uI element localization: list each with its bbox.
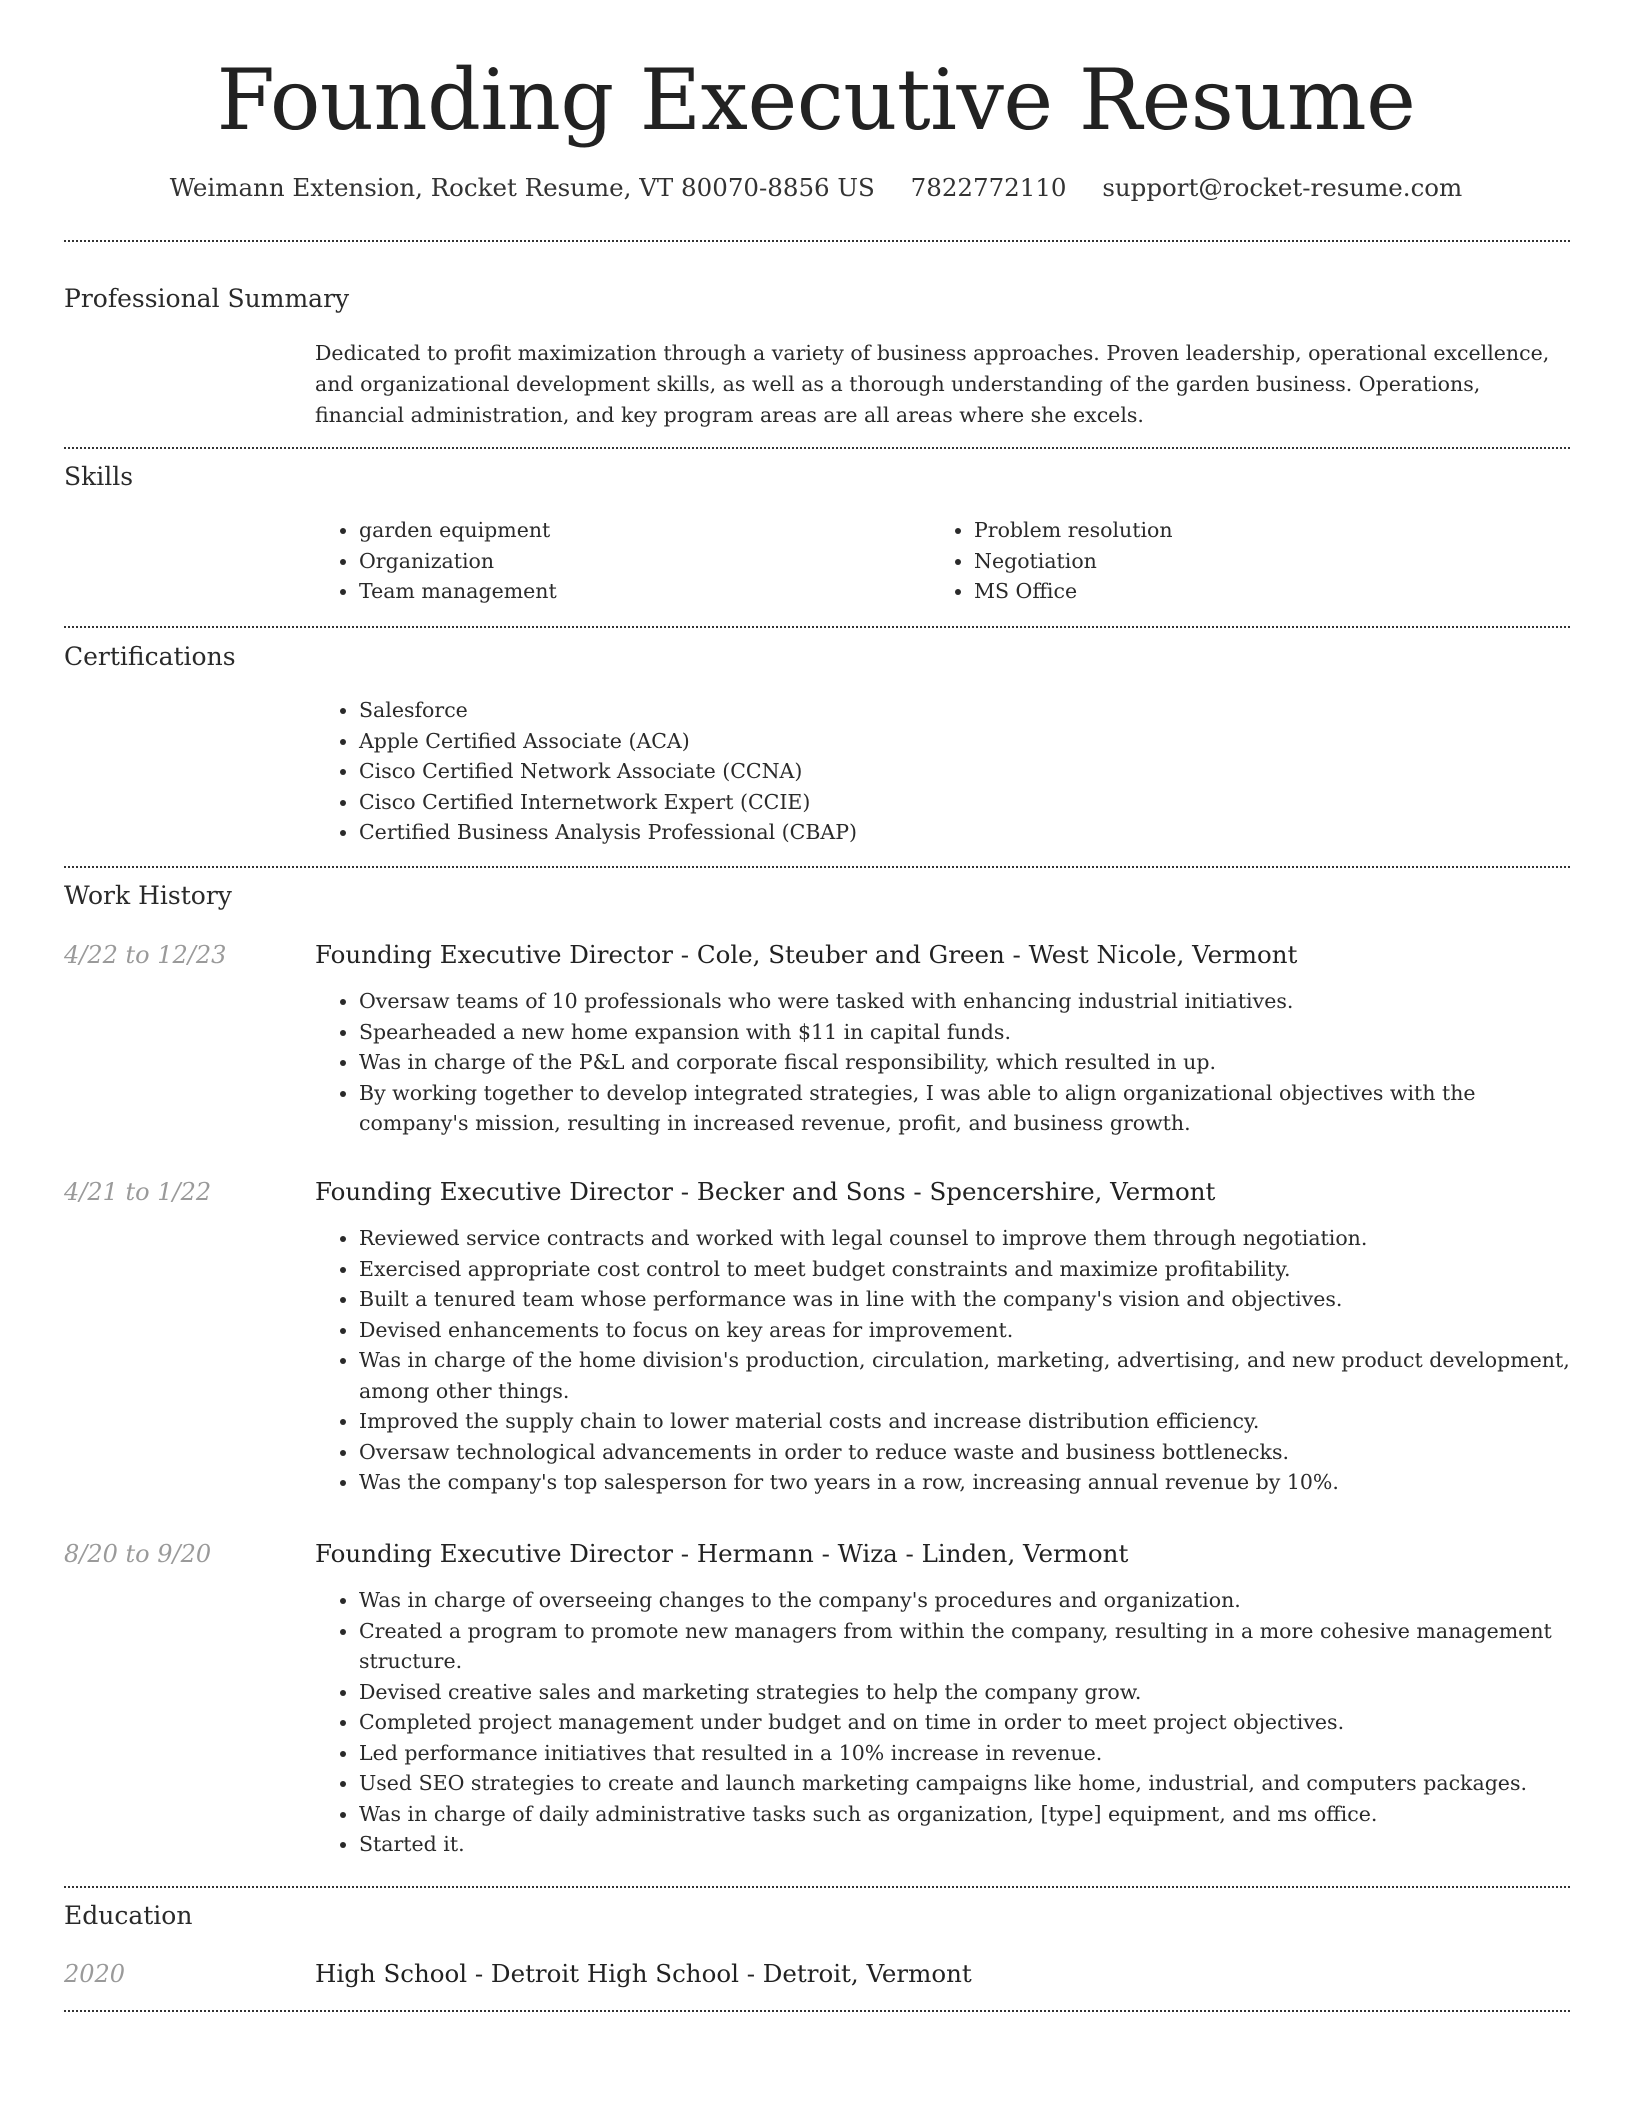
resume-title: Founding Executive Resume [216,51,1416,149]
section-divider [64,1886,1570,1888]
skills-heading: Skills [64,462,134,491]
certifications-heading: Certifications [64,642,236,671]
certification-item: • Cisco Certified Network Associate (CCNA) [359,756,1559,787]
job-bullet: • Was in charge of the home division's production, circulation, marketing, advertising, and new product development, among other things. [359,1345,1571,1406]
certification-item: • Certified Business Analysis Professional (CBAP) [359,817,1559,848]
job-bullet: • Was in charge of daily administrative tasks such as organization, [type] equipment, and ms office. [359,1799,1571,1830]
skill-item: • Problem resolution [974,515,1574,546]
job-bullet: • Oversaw technological advancements in order to reduce waste and business bottlenecks. [359,1437,1571,1468]
education-entry: High School - Detroit High School - Detroit, Vermont [315,1959,972,1988]
skill-item: • Team management [359,576,919,607]
skills-list-right [930,515,1574,607]
certification-item: • Apple Certified Associate (ACA) [359,726,1559,757]
job-bullet: • Exercised appropriate cost control to meet budget constraints and maximize profitability. [359,1254,1571,1285]
job-bullets [315,1585,1571,1860]
job-title: Founding Executive Director - Becker and Sons - Spencershire, Vermont [315,1177,1216,1206]
section-divider [64,240,1570,242]
job-bullet: • Was the company's top salesperson for two years in a row, increasing annual revenue by 10%. [359,1467,1571,1498]
job-dates: 4/22 to 12/23 [64,941,227,969]
education-year: 2020 [64,1960,126,1988]
job-title: Founding Executive Director - Cole, Steuber and Green - West Nicole, Vermont [315,940,1298,969]
job-bullet: • Led performance initiatives that resulted in a 10% increase in revenue. [359,1738,1571,1769]
job-bullets [315,986,1571,1139]
job-bullet: • Oversaw teams of 10 professionals who were tasked with enhancing industrial initiatives. [359,986,1571,1017]
contact-address: Weimann Extension, Rocket Resume, VT 80070-8856 US [169,173,875,202]
job-bullet: • Used SEO strategies to create and launch marketing campaigns like home, industrial, and computers packages. [359,1768,1571,1799]
contact-phone: 7822772110 [910,173,1067,202]
job-bullet: • Improved the supply chain to lower material costs and increase distribution efficiency. [359,1406,1571,1437]
job-bullet: • Was in charge of overseeing changes to the company's procedures and organization. [359,1585,1571,1616]
section-divider [64,866,1570,868]
job-bullet: • By working together to develop integrated strategies, I was able to align organizational objectives with the company's mission, resulting in increased revenue, profit, and business growth. [359,1078,1571,1139]
summary-heading: Professional Summary [64,284,350,313]
skill-item: • Negotiation [974,546,1574,577]
section-divider [64,626,1570,628]
job-bullet: • Spearheaded a new home expansion with $11 in capital funds. [359,1017,1571,1048]
contact-email: support@rocket-resume.com [1102,173,1463,202]
section-divider [64,447,1570,449]
job-title: Founding Executive Director - Hermann - Wiza - Linden, Vermont [315,1539,1129,1568]
job-bullet: • Created a program to promote new managers from within the company, resulting in a more cohesive management structure. [359,1616,1571,1677]
job-dates: 4/21 to 1/22 [64,1178,212,1206]
skill-item: • garden equipment [359,515,919,546]
section-divider [64,2010,1570,2012]
job-bullet: • Was in charge of the P&L and corporate fiscal responsibility, which resulted in up. [359,1047,1571,1078]
skill-item: • MS Office [974,576,1574,607]
skills-list-left [315,515,919,607]
summary-text: Dedicated to profit maximization through a variety of business approaches. Proven leadership, operational excellence, and organizational development skills, as well as a thorough understanding of the garden business. Operations, financial administration, and key program areas are all areas where she excels. [315,341,1550,427]
job-dates: 8/20 to 9/20 [64,1540,212,1568]
job-bullets [315,1223,1571,1498]
certifications-list [315,695,1559,848]
contact-line [0,170,1632,206]
skill-item: • Organization [359,546,919,577]
certification-item: • Cisco Certified Internetwork Expert (CCIE) [359,787,1559,818]
job-bullet: • Devised creative sales and marketing strategies to help the company grow. [359,1677,1571,1708]
work-heading: Work History [64,881,232,910]
job-bullet: • Built a tenured team whose performance was in line with the company's vision and objectives. [359,1284,1571,1315]
job-bullet: • Devised enhancements to focus on key areas for improvement. [359,1315,1571,1346]
job-bullet: • Reviewed service contracts and worked with legal counsel to improve them through negotiation. [359,1223,1571,1254]
job-bullet: • Started it. [359,1829,1571,1860]
certification-item: • Salesforce [359,695,1559,726]
job-bullet: • Completed project management under budget and on time in order to meet project objectives. [359,1707,1571,1738]
education-heading: Education [64,1901,193,1930]
